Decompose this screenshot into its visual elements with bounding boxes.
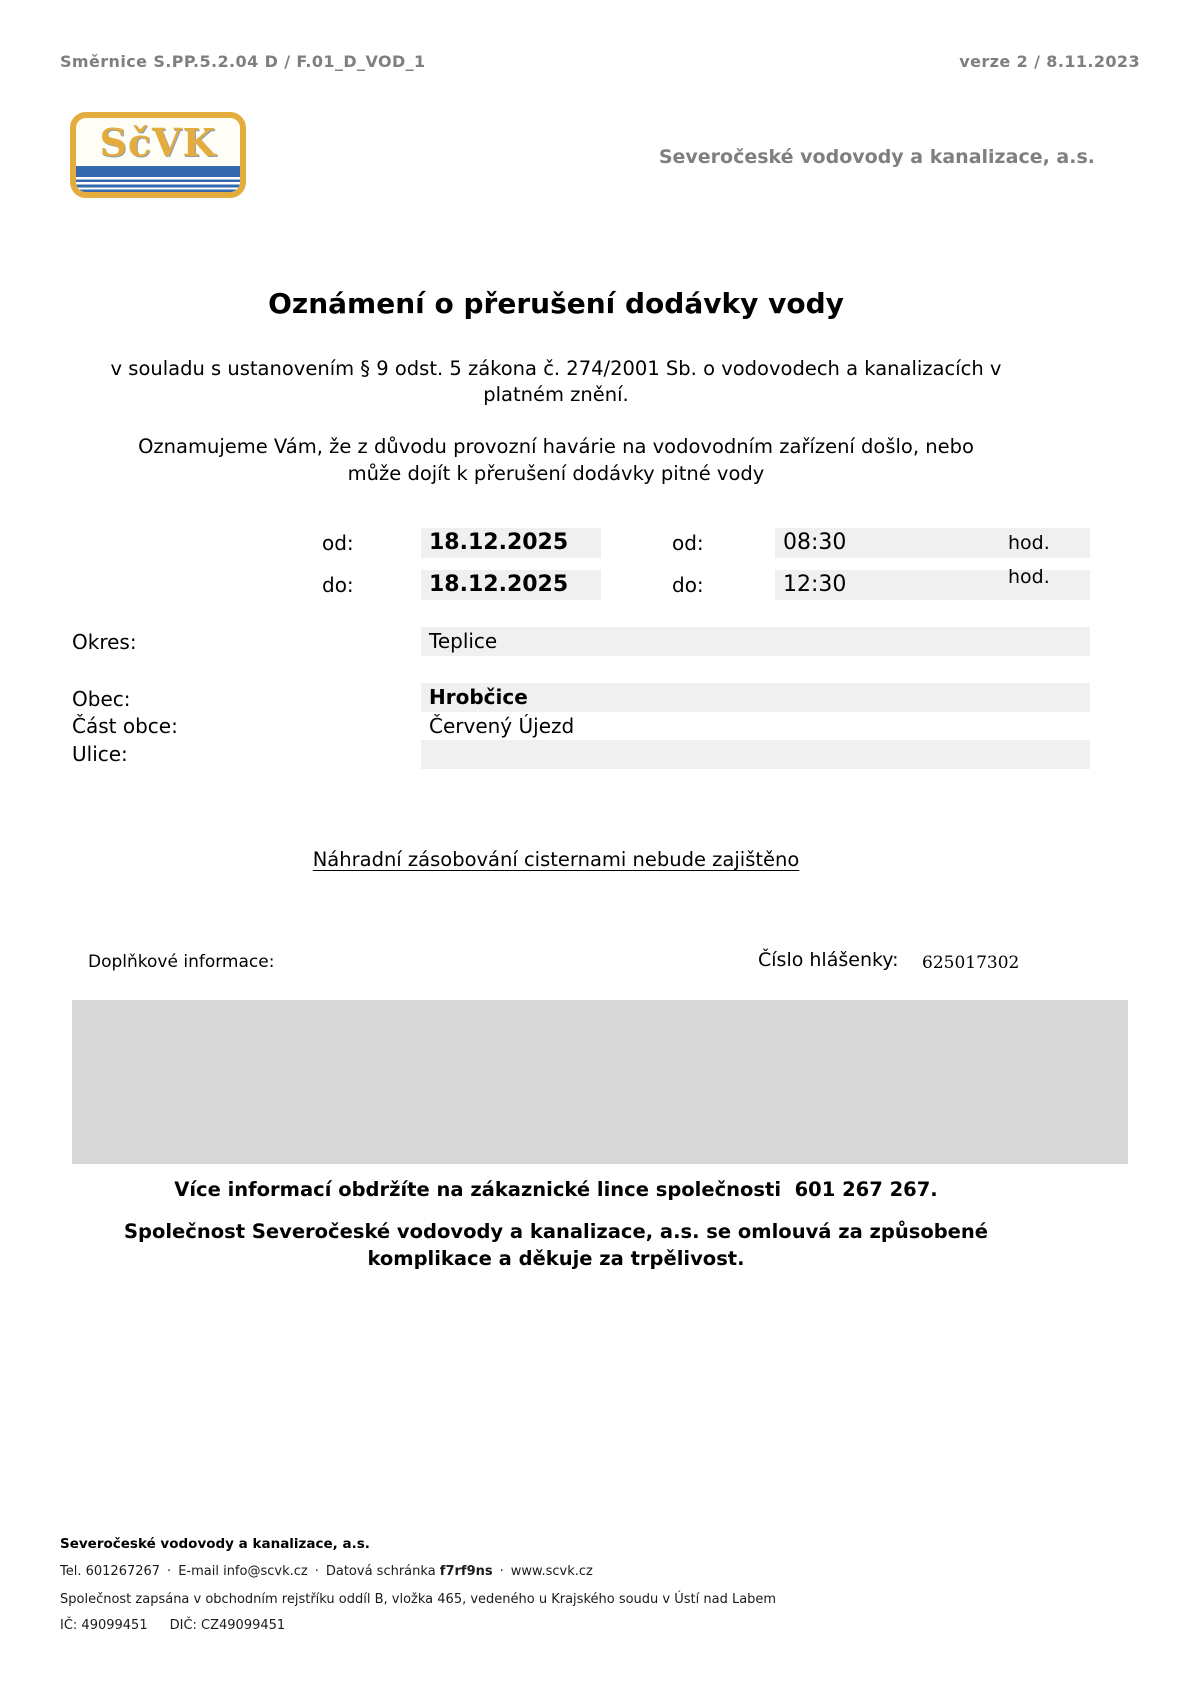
district-label: Okres: xyxy=(72,630,137,654)
footer-email: E-mail info@scvk.cz xyxy=(178,1564,308,1579)
cistern-supply-notice: Náhradní zásobování cisternami nebude zajištěno xyxy=(312,848,800,871)
street-field xyxy=(421,740,1090,769)
footer-separator: · xyxy=(499,1564,504,1579)
scvk-logo-stripes-icon xyxy=(76,166,240,192)
additional-info-label: Doplňkové informace: xyxy=(88,952,275,972)
date-from-field: 18.12.2025 xyxy=(421,528,601,558)
directive-reference: Směrnice S.PP.5.2.04 D / F.01_D_VOD_1 xyxy=(60,52,426,71)
time-to-label: do: xyxy=(672,573,704,597)
municipality-part-label: Část obce: xyxy=(72,714,178,738)
scvk-logo-text: SčVK xyxy=(99,119,217,165)
footer-website: www.scvk.cz xyxy=(510,1564,593,1579)
apology-paragraph: Společnost Severočeské vodovody a kanalizace, a.s. se omlouvá za způsobené komplikace a děkuje za trpělivost. xyxy=(123,1220,989,1270)
footer-company-name: Severočeské vodovody a kanalizace, a.s. xyxy=(60,1536,370,1552)
footer-databox-id: f7rf9ns xyxy=(439,1564,493,1579)
footer-company-id: IČ: 49099451 xyxy=(60,1618,148,1633)
district-field: Teplice xyxy=(421,627,1090,656)
report-number-label: Číslo hlášenky: xyxy=(758,949,899,971)
footer-ids xyxy=(60,1618,285,1633)
footer-contact-line xyxy=(60,1564,593,1579)
report-number-value: 625017302 xyxy=(922,953,1020,973)
legal-basis-paragraph xyxy=(72,356,1040,408)
footer-separator: · xyxy=(167,1564,172,1579)
time-from-label: od: xyxy=(672,531,704,555)
announcement-text: Oznamujeme Vám, že z důvodu provozní havárie na vodovodním zařízení došlo, nebo může dojít k přerušení dodávky pitné vody xyxy=(138,435,974,485)
municipality-label: Obec: xyxy=(72,687,131,711)
date-to-label: do: xyxy=(322,573,354,597)
date-from-label: od: xyxy=(322,531,354,555)
municipality-field: Hrobčice xyxy=(421,683,1090,712)
street-label: Ulice: xyxy=(72,742,128,766)
additional-info-box xyxy=(72,1000,1128,1164)
footer-separator: · xyxy=(314,1564,319,1579)
footer-databox-label: Datová schránka xyxy=(325,1564,436,1579)
footer-registration: Společnost zapsána v obchodním rejstříku oddíl B, vložka 465, vedeného u Krajského soudu v Ústí nad Labem xyxy=(60,1592,777,1607)
hours-suffix-to: hod. xyxy=(1008,566,1050,588)
company-name: Severočeské vodovody a kanalizace, a.s. xyxy=(658,146,1095,168)
footer-vat-id: DIČ: CZ49099451 xyxy=(169,1618,286,1633)
time-from-field: 08:30 xyxy=(775,528,1090,558)
municipality-part-value: Červený Újezd xyxy=(429,714,575,738)
page-title: Oznámení o přerušení dodávky vody xyxy=(268,287,844,320)
footer-phone: Tel. 601267267 xyxy=(60,1564,161,1579)
scvk-logo xyxy=(70,112,246,198)
document-version: verze 2 / 8.11.2023 xyxy=(959,52,1140,71)
legal-basis-text: v souladu s ustanovením § 9 odst. 5 zákona č. 274/2001 Sb. o vodovodech a kanalizacích v platném znění. xyxy=(110,357,1002,406)
hours-suffix-from: hod. xyxy=(1008,532,1050,554)
time-to-field: 12:30 xyxy=(775,570,1090,600)
date-to-field: 18.12.2025 xyxy=(421,570,601,600)
announcement-paragraph xyxy=(72,433,1040,487)
more-info-line: Více informací obdržíte na zákaznické lince společnosti 601 267 267. xyxy=(174,1178,938,1201)
